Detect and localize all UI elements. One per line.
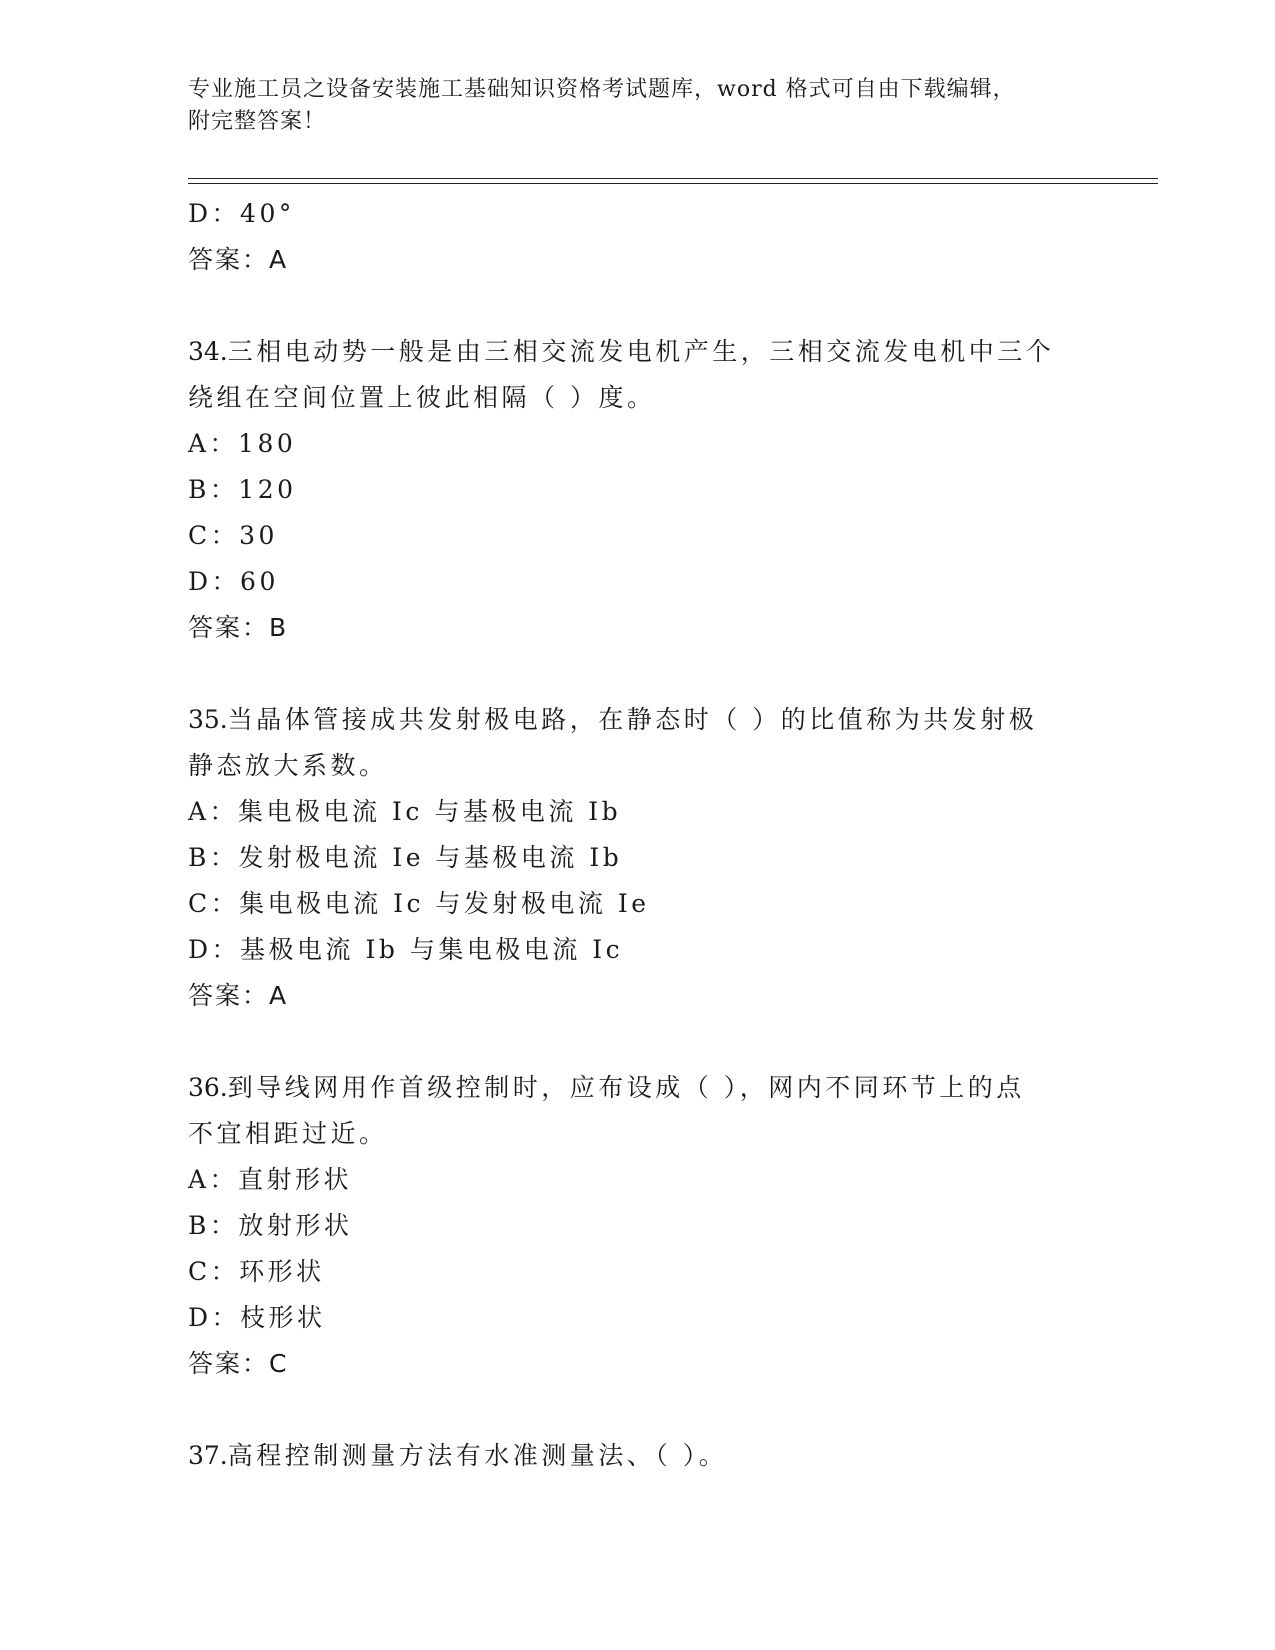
question-list <box>188 191 1148 1479</box>
question-stem-line-2: 静态放大系数。 <box>188 751 388 780</box>
prev-answer: 答案：A <box>188 245 289 274</box>
header-line-1: 专业施工员之设备安装施工基础知识资格考试题库，word 格式可自由下载编辑， <box>188 77 1016 102</box>
question-37 <box>188 1433 1148 1479</box>
question-number: 34. <box>188 337 228 366</box>
option-c: C：30 <box>188 521 278 550</box>
spacer <box>188 283 1148 329</box>
header-rule-top <box>188 178 1158 179</box>
spacer <box>188 1019 1148 1065</box>
option-d: D：基极电流 Ib 与集电极电流 Ic <box>188 935 624 964</box>
answer: 答案：A <box>188 981 289 1010</box>
option-a: A：集电极电流 Ic 与基极电流 Ib <box>188 797 622 826</box>
question-stem-line-1: 高程控制测量方法有水准测量法、（ ）。 <box>227 1441 728 1470</box>
option-a: A：直射形状 <box>188 1165 353 1194</box>
question-stem-line-1: 当晶体管接成共发射极电路，在静态时（ ）的比值称为共发射极 <box>227 705 1038 734</box>
question-stem-line-1: 到导线网用作首级控制时，应布设成（ ），网内不同环节上的点 <box>227 1073 1025 1102</box>
question-stem <box>188 697 1148 743</box>
answer: 答案：B <box>188 613 289 642</box>
question-stem-line-2: 不宜相距过近。 <box>188 1119 388 1148</box>
option-b: B：发射极电流 Ie 与基极电流 Ib <box>188 843 623 872</box>
question-stem-line-2: 绕组在空间位置上彼此相隔（ ）度。 <box>188 383 656 412</box>
header-rule-bottom <box>188 183 1158 184</box>
option-b: B：放射形状 <box>188 1211 353 1240</box>
option-a: A：180 <box>188 429 297 458</box>
question-36 <box>188 1065 1148 1387</box>
question-34 <box>188 329 1148 651</box>
option-d: D：枝形状 <box>188 1303 326 1332</box>
option-b: B：120 <box>188 475 297 504</box>
question-number: 35. <box>188 705 228 734</box>
option-c: C：集电极电流 Ic 与发射极电流 Ie <box>188 889 650 918</box>
header-line-2: 附完整答案！ <box>188 109 327 134</box>
question-stem <box>188 1065 1148 1111</box>
question-35 <box>188 697 1148 1019</box>
document-header <box>188 74 1088 138</box>
question-stem-line-1: 三相电动势一般是由三相交流发电机产生，三相交流发电机中三个 <box>227 337 1055 366</box>
prev-option-d: D：40° <box>188 199 295 228</box>
question-number: 37. <box>188 1441 228 1470</box>
question-number: 36. <box>188 1073 228 1102</box>
spacer <box>188 651 1148 697</box>
option-c: C：环形状 <box>188 1257 325 1286</box>
question-stem <box>188 329 1148 375</box>
question-stem <box>188 1433 1148 1479</box>
option-d: D：60 <box>188 567 279 596</box>
spacer <box>188 1387 1148 1433</box>
answer: 答案：C <box>188 1349 289 1378</box>
